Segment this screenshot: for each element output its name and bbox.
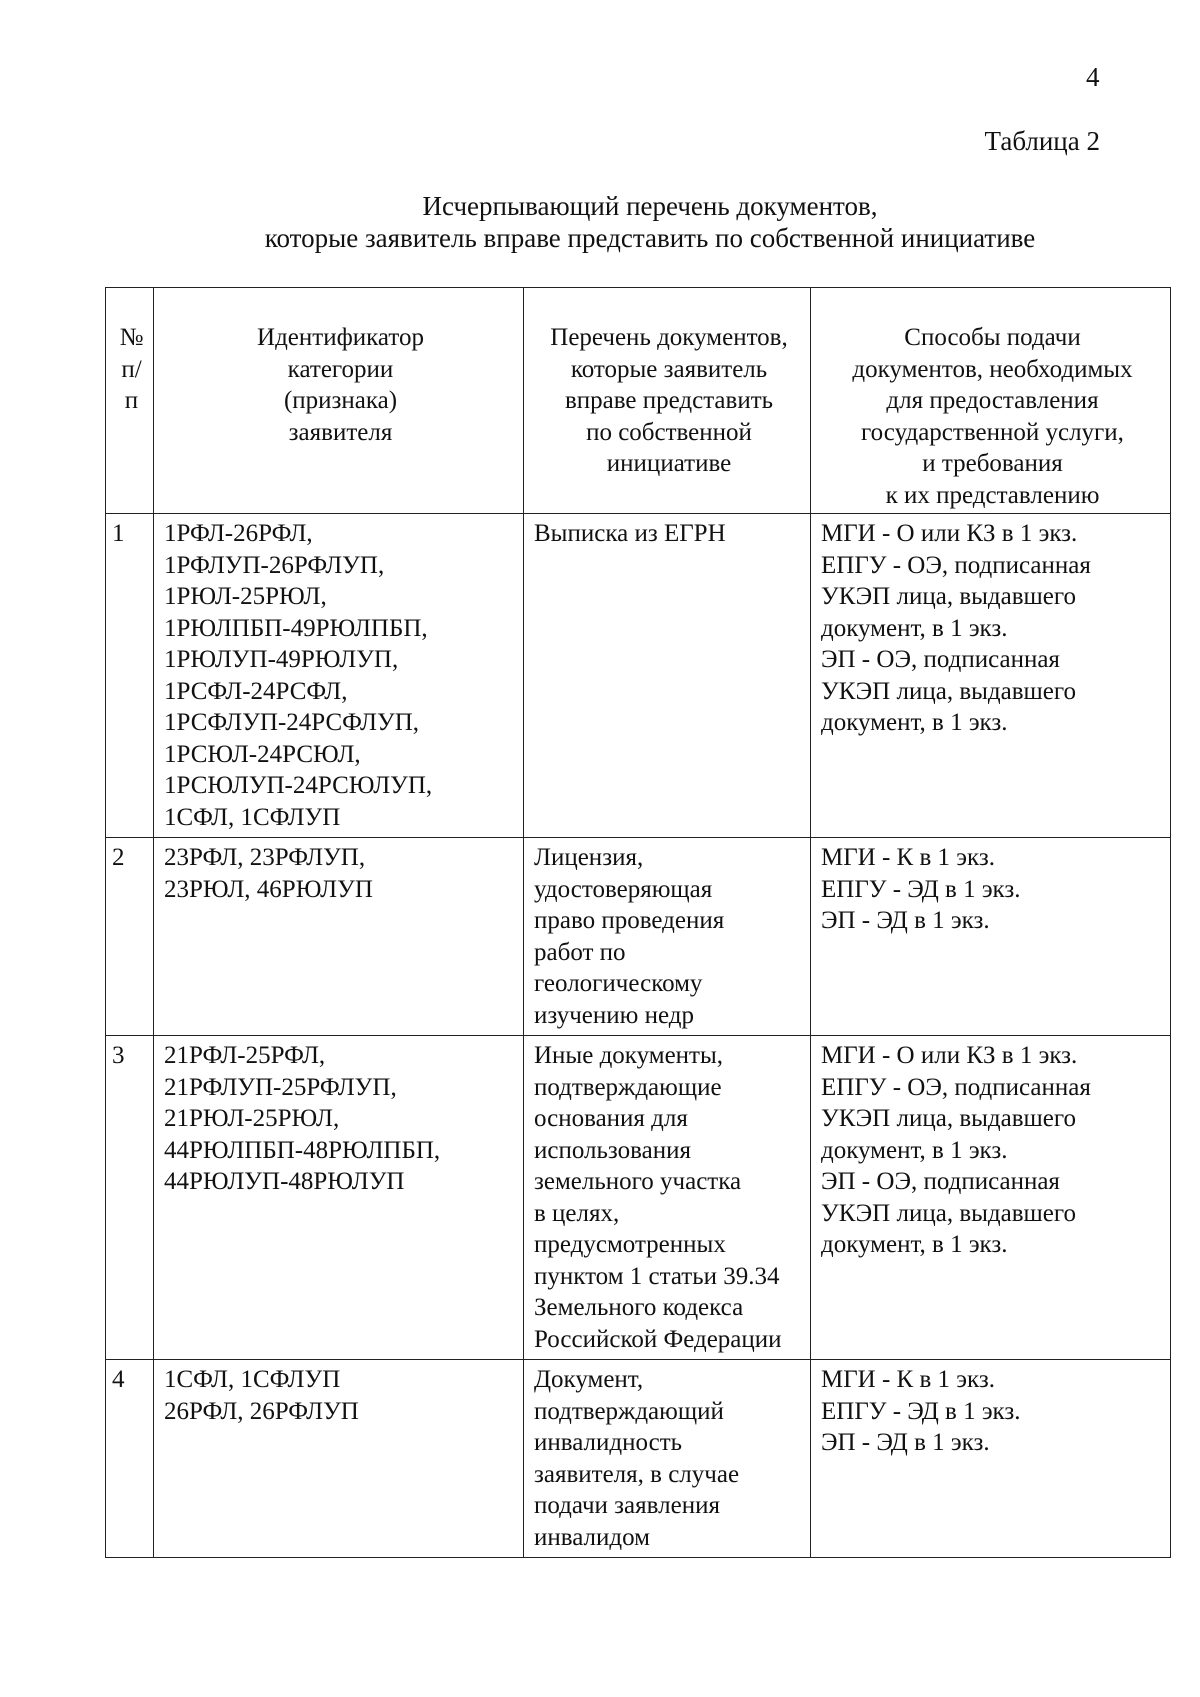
row-methods xyxy=(811,1360,1171,1558)
text-line: 26РФЛ, 26РФЛУП xyxy=(164,1397,359,1425)
documents-table xyxy=(105,287,1171,1558)
text-line: ЕПГУ - ОЭ, подписанная xyxy=(821,1073,1091,1101)
text-line: ЕПГУ - ОЭ, подписанная xyxy=(821,551,1091,579)
row-number: 2 xyxy=(106,838,154,1036)
text-line: УКЭП лица, выдавшего xyxy=(821,677,1077,705)
text-line: (признака) xyxy=(283,387,398,414)
document-title xyxy=(100,190,1200,254)
text-line: изучению недр xyxy=(534,1001,694,1029)
text-line: 44РЮЛУП-48РЮЛУП xyxy=(164,1168,405,1195)
text-line: основания для xyxy=(534,1105,688,1132)
table-row xyxy=(106,1036,1171,1360)
text-line: Лицензия, xyxy=(534,844,644,871)
text-line: пунктом 1 статьи 39.34 xyxy=(534,1262,780,1290)
text-line: 1РСФЛУП-24РСФЛУП, xyxy=(164,709,420,736)
text-line: № xyxy=(119,324,144,351)
text-line: ЭП - ОЭ, подписанная xyxy=(821,1168,1060,1195)
text-line: Документ, xyxy=(534,1366,644,1393)
row-documents xyxy=(524,1360,811,1558)
text-line: использования xyxy=(534,1136,691,1164)
text-line: 1РСЮЛ-24РСЮЛ, xyxy=(164,740,361,768)
text-line: документов, необходимых xyxy=(852,355,1133,383)
text-line: заявителя xyxy=(288,418,393,446)
text-line: 21РФЛУП-25РФЛУП, xyxy=(164,1073,397,1101)
text-line: 1РФЛУП-26РФЛУП, xyxy=(164,551,385,579)
text-line: геологическому xyxy=(534,970,703,997)
text-line: 1РСЮЛУП-24РСЮЛУП, xyxy=(164,772,433,799)
table-caption: Таблица 2 xyxy=(984,126,1100,156)
text-line: вправе представить xyxy=(564,387,774,414)
text-line: ЭП - ОЭ, подписанная xyxy=(821,646,1060,673)
text-line: МГИ - К в 1 экз. xyxy=(821,1366,995,1393)
text-line: и требования xyxy=(922,450,1063,477)
text-line: ЭП - ЭД в 1 экз. xyxy=(821,1429,990,1456)
header-category-identifier xyxy=(154,288,524,514)
text-line: в целях, xyxy=(534,1199,620,1227)
text-line: 1РЮЛПБП-49РЮЛПБП, xyxy=(164,614,428,642)
text-line: Способы подачи xyxy=(904,324,1081,351)
text-line: подтверждающий xyxy=(534,1397,724,1425)
row-categories xyxy=(154,1036,524,1360)
text-line: к их представлению xyxy=(885,481,1100,509)
table-row xyxy=(106,1360,1171,1558)
text-line: ЕПГУ - ЭД в 1 экз. xyxy=(821,1397,1021,1425)
text-line: 1РЮЛ-25РЮЛ, xyxy=(164,583,327,610)
text-line: Земельного кодекса xyxy=(534,1294,744,1321)
text-line: право проведения xyxy=(534,907,725,934)
text-line: 21РФЛ-25РФЛ, xyxy=(164,1042,326,1069)
row-number: 3 xyxy=(106,1036,154,1360)
text-line: документ, в 1 экз. xyxy=(821,1231,1008,1258)
text-line: работ по xyxy=(534,938,626,966)
text-line: инвалидность xyxy=(534,1429,683,1456)
title-line-1: Исчерпывающий перечень документов, xyxy=(422,191,878,221)
text-line: подтверждающие xyxy=(534,1073,722,1101)
text-line: земельного участка xyxy=(534,1168,742,1195)
text-line: документ, в 1 экз. xyxy=(821,709,1008,736)
text-line: по собственной xyxy=(586,418,752,446)
text-line: заявителя, в случае xyxy=(534,1460,740,1488)
text-line: п/ xyxy=(121,355,142,383)
text-line: категории xyxy=(287,355,394,383)
row-documents xyxy=(524,514,811,838)
text-line: Выписка из ЕГРН xyxy=(534,520,726,547)
text-line: для предоставления xyxy=(886,387,1099,414)
header-submission-methods xyxy=(811,288,1171,514)
row-methods xyxy=(811,838,1171,1036)
text-line: 21РЮЛ-25РЮЛ, xyxy=(164,1105,340,1132)
text-line: МГИ - К в 1 экз. xyxy=(821,844,995,871)
text-line: инициативе xyxy=(606,450,732,477)
text-line: документ, в 1 экз. xyxy=(821,614,1008,642)
text-line: Перечень документов, xyxy=(550,324,788,351)
page-number: 4 xyxy=(1086,62,1100,92)
text-line: документ, в 1 экз. xyxy=(821,1136,1008,1164)
text-line: Идентификатор xyxy=(257,324,424,351)
text-line: ЭП - ЭД в 1 экз. xyxy=(821,907,990,934)
text-line: п xyxy=(124,387,139,414)
row-categories xyxy=(154,1360,524,1558)
text-line: удостоверяющая xyxy=(534,875,713,903)
row-methods xyxy=(811,514,1171,838)
text-line: Иные документы, xyxy=(534,1042,724,1069)
text-line: 23РФЛ, 23РФЛУП, xyxy=(164,844,366,871)
row-categories xyxy=(154,514,524,838)
text-line: УКЭП лица, выдавшего xyxy=(821,1105,1077,1132)
text-line: которые заявитель xyxy=(570,355,768,383)
text-line: предусмотренных xyxy=(534,1231,726,1258)
row-number: 4 xyxy=(106,1360,154,1558)
text-line: ЕПГУ - ЭД в 1 экз. xyxy=(821,875,1021,903)
text-line: УКЭП лица, выдавшего xyxy=(821,1199,1077,1227)
row-documents xyxy=(524,838,811,1036)
text-line: подачи заявления xyxy=(534,1492,720,1519)
text-line: 1РСФЛ-24РСФЛ, xyxy=(164,677,348,705)
text-line: МГИ - О или КЗ в 1 экз. xyxy=(821,1042,1078,1069)
text-line: 1РФЛ-26РФЛ, xyxy=(164,520,313,547)
title-line-2: которые заявитель вправе представить по собственной инициативе xyxy=(264,223,1036,253)
table-header-row xyxy=(106,288,1171,514)
text-line: МГИ - О или КЗ в 1 экз. xyxy=(821,520,1078,547)
text-line: 1СФЛ, 1СФЛУП xyxy=(164,1366,341,1393)
header-documents-list xyxy=(524,288,811,514)
text-line: государственной услуги, xyxy=(861,418,1124,446)
text-line: 44РЮЛПБП-48РЮЛПБП, xyxy=(164,1136,441,1164)
text-line: УКЭП лица, выдавшего xyxy=(821,583,1077,610)
row-categories xyxy=(154,838,524,1036)
text-line: инвалидом xyxy=(534,1523,650,1551)
row-documents xyxy=(524,1036,811,1360)
header-number xyxy=(106,288,154,514)
text-line: 1СФЛ, 1СФЛУП xyxy=(164,803,341,831)
table-row xyxy=(106,838,1171,1036)
row-number: 1 xyxy=(106,514,154,838)
text-line: 23РЮЛ, 46РЮЛУП xyxy=(164,875,373,903)
text-line: Российской Федерации xyxy=(534,1325,782,1353)
row-methods xyxy=(811,1036,1171,1360)
table-row xyxy=(106,514,1171,838)
text-line: 1РЮЛУП-49РЮЛУП, xyxy=(164,646,399,673)
